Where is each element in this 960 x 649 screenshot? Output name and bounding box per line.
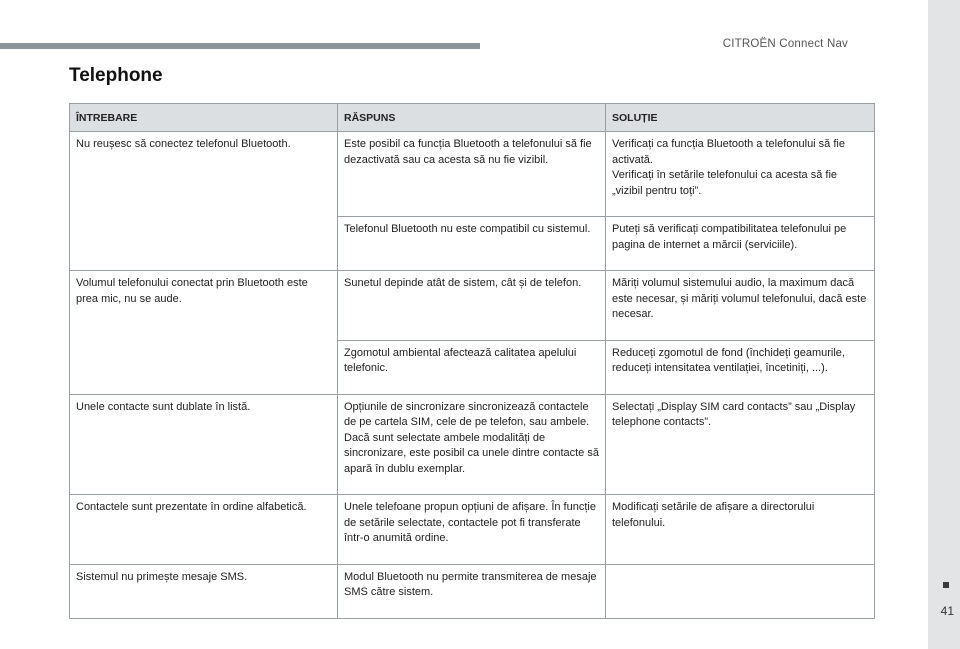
answer-cell: Sunetul depinde atât de sistem, cât și de telefon. [338,271,606,341]
answer-cell: Unele telefoane propun opțiuni de afișare. În funcție de setările selectate, contactele pot fi transferate într-o anumită ordine. [338,495,606,565]
table-row [70,564,875,618]
answer-cell: Zgomotul ambiental afectează calitatea apelului telefonic. [338,340,606,394]
question-cell: Contactele sunt prezentate în ordine alfabetică. [70,495,338,565]
table-row [70,271,875,341]
solution-cell [606,564,875,618]
brand-title: CITROËN Connect Nav [722,38,848,50]
solution-cell: Puteți să verificați compatibilitatea telefonului pe pagina de internet a mărcii (serviciile). [606,217,875,271]
page-edge-strip [928,0,960,649]
page-number: 41 [940,604,954,618]
column-header-solution: SOLUȚIE [606,104,875,132]
table-row [70,495,875,565]
table-header-row [70,104,875,132]
answer-cell: Opțiunile de sincronizare sincronizează contactele de pe cartela SIM, cele de pe telefon, sau ambele. Dacă sunt selectate ambele modalități de sincronizare, este posibil ca unele dintre contacte să apară în dublu exemplar. [338,394,606,495]
question-cell: Unele contacte sunt dublate în listă. [70,394,338,495]
table-row [70,394,875,495]
column-header-answer: RĂSPUNS [338,104,606,132]
section-title: Telephone [69,65,163,86]
solution-cell: Reduceți zgomotul de fond (închideți geamurile, reduceți intensitatea ventilației, încetiniți, ...). [606,340,875,394]
answer-cell: Este posibil ca funcția Bluetooth a telefonului să fie dezactivată sau ca acesta să nu fie vizibil. [338,132,606,217]
solution-cell: Măriți volumul sistemului audio, la maximum dacă este necesar, și măriți volumul telefonului, dacă este necesar. [606,271,875,341]
header-rule [0,43,480,49]
chapter-marker [943,582,949,588]
answer-cell: Modul Bluetooth nu permite transmiterea de mesaje SMS către sistem. [338,564,606,618]
table-row [70,132,875,217]
question-cell: Volumul telefonului conectat prin Bluetooth este prea mic, nu se aude. [70,271,338,395]
answer-cell: Telefonul Bluetooth nu este compatibil cu sistemul. [338,217,606,271]
solution-cell: Modificați setările de afișare a directorului telefonului. [606,495,875,565]
faq-table [69,103,875,619]
solution-cell: Selectați „Display SIM card contacts” sau „Display telephone contacts”. [606,394,875,495]
solution-cell: Verificați ca funcția Bluetooth a telefonului să fie activată. Verificați în setările telefonului ca acesta să fie „vizibil pentru toți”. [606,132,875,217]
question-cell: Nu reușesc să conectez telefonul Bluetooth. [70,132,338,271]
question-cell: Sistemul nu primește mesaje SMS. [70,564,338,618]
column-header-question: ÎNTREBARE [70,104,338,132]
